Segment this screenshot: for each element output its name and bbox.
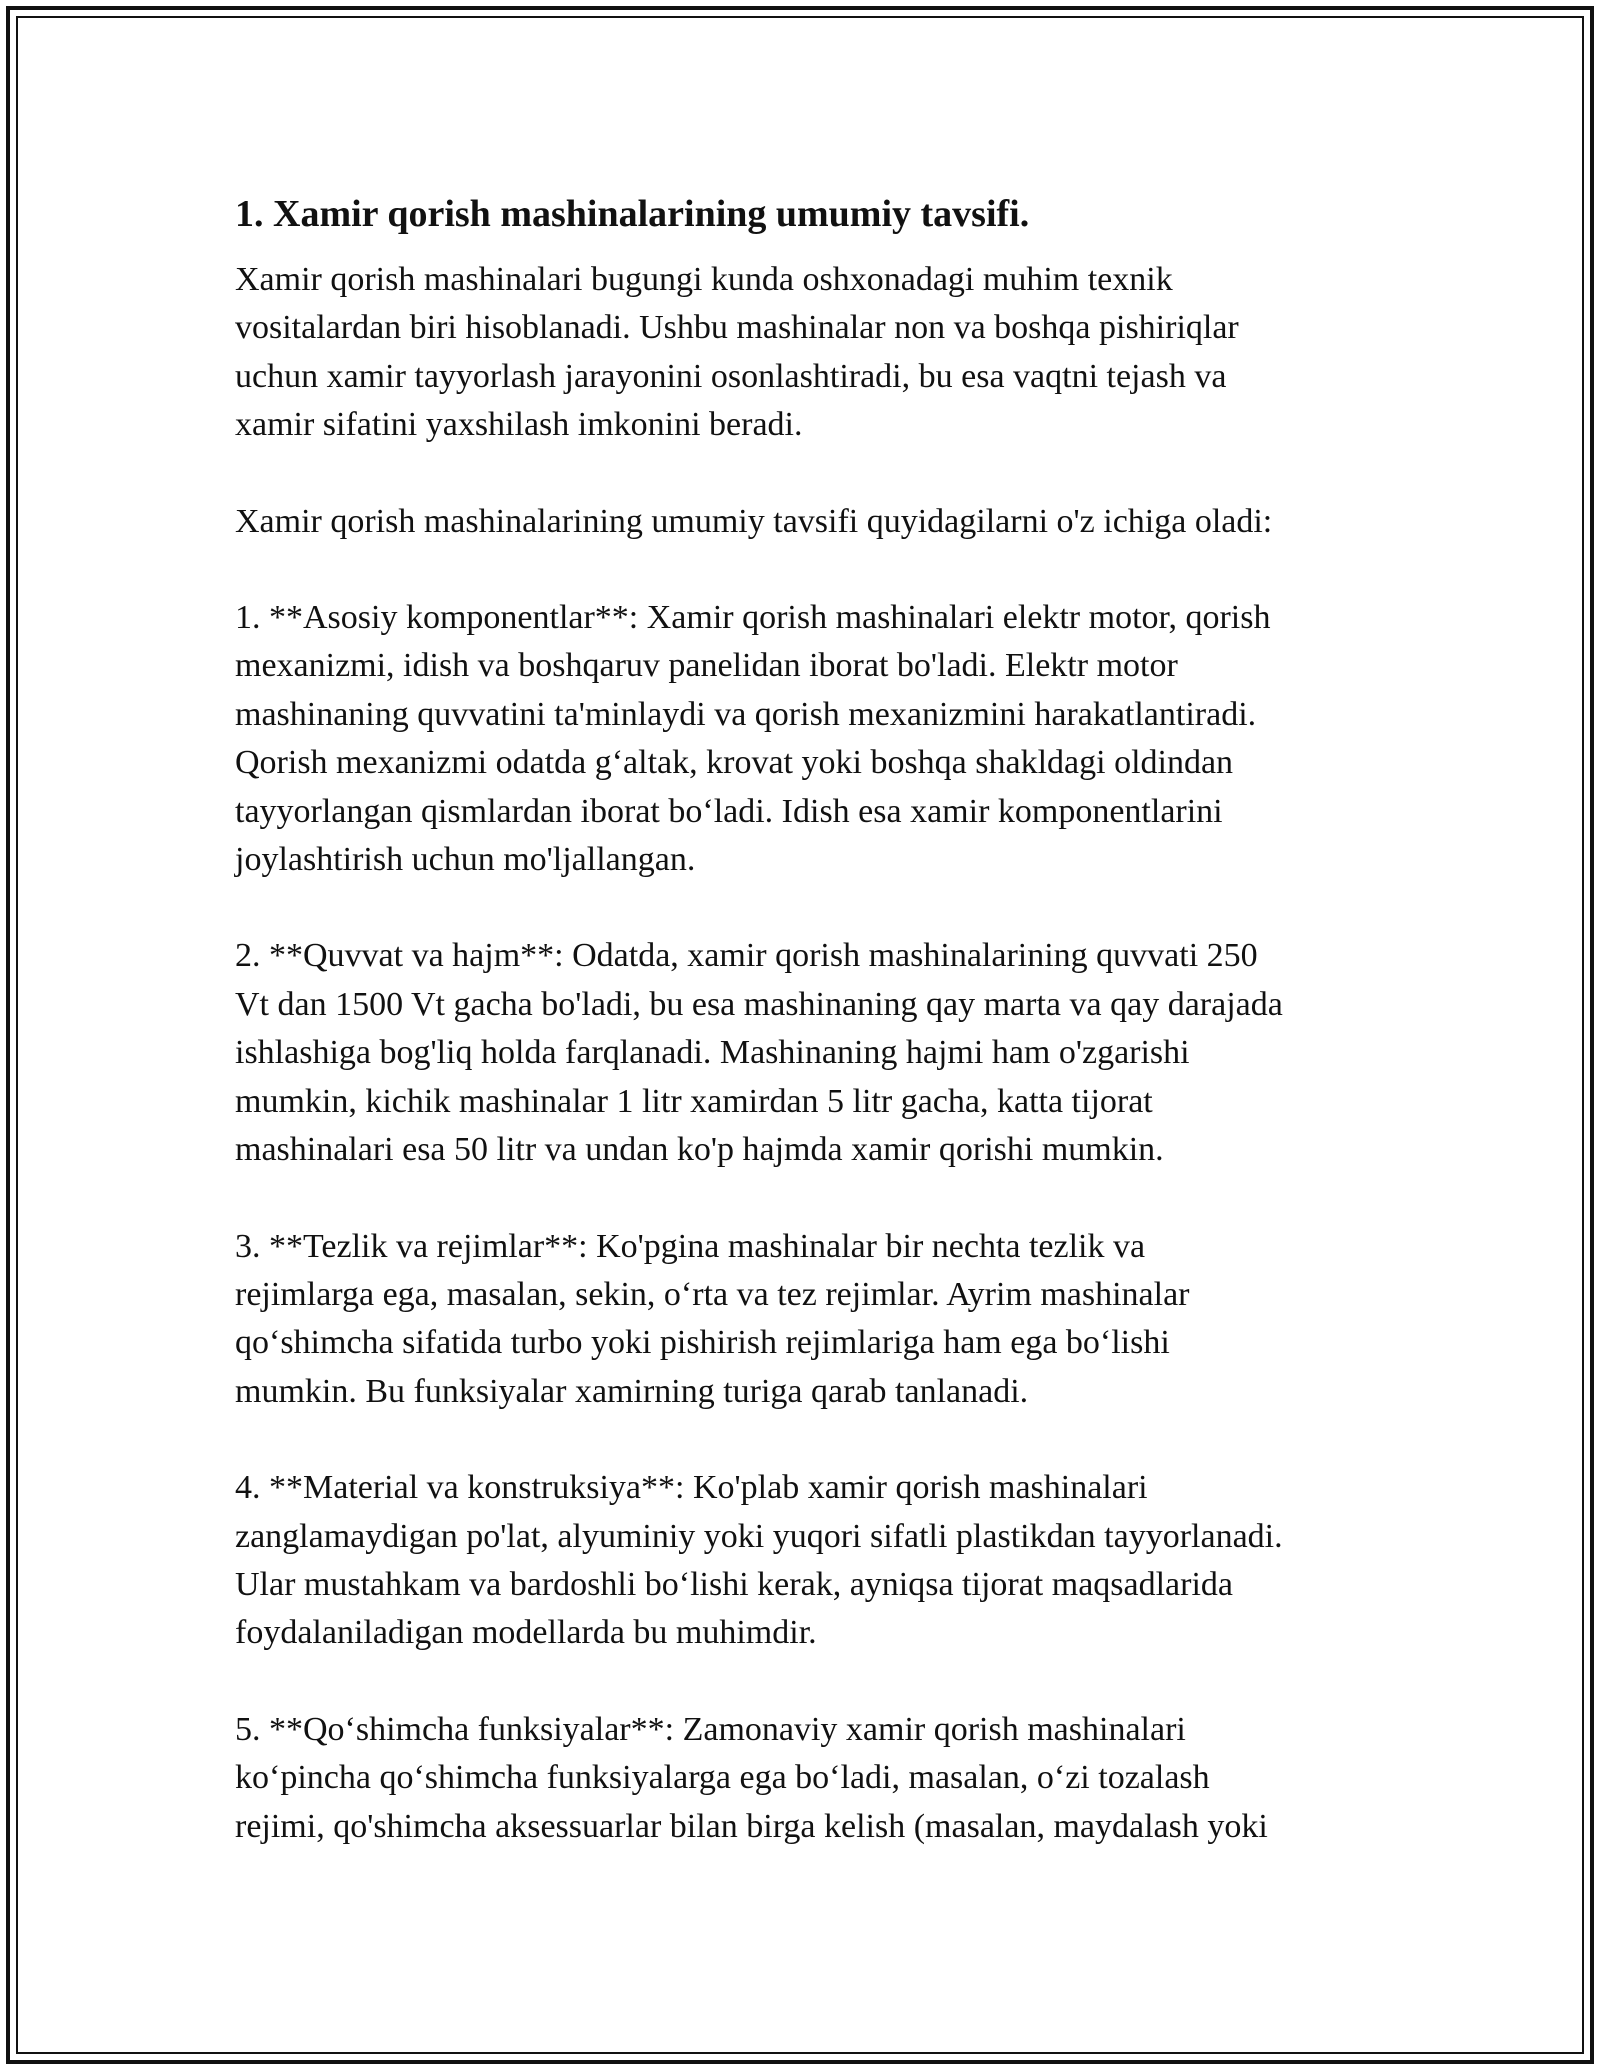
text-line: rejimi, qo'shimcha aksessuarlar bilan birga kelish (masalan, maydalash yoki xyxy=(235,1807,1268,1845)
text-line: rejimlarga ega, masalan, sekin, o‘rta va tez rejimlar. Ayrim mashinalar xyxy=(235,1275,1190,1313)
paragraph xyxy=(235,1223,1385,1417)
text-line: foydalaniladigan modellarda bu muhimdir. xyxy=(235,1614,817,1652)
paragraph xyxy=(235,256,1385,450)
paragraph-list xyxy=(235,256,1385,1851)
paragraph xyxy=(235,932,1385,1174)
text-line: Xamir qorish mashinalari bugungi kunda oshxonadagi muhim texnik xyxy=(235,261,1173,298)
text-line: 1. **Asosiy komponentlar**: Xamir qorish mashinalari elektr motor, qorish xyxy=(235,599,1271,637)
text-line: 2. **Quvvat va hajm**: Odatda, xamir qorish mashinalarining quvvati 250 xyxy=(235,937,1258,975)
text-line: Ular mustahkam va bardoshli bo‘lishi kerak, ayniqsa tijorat maqsadlarida xyxy=(235,1565,1234,1603)
document-heading: 1. Xamir qorish mashinalarining umumiy tavsifi. xyxy=(235,193,1030,235)
text-line: mexanizmi, idish va boshqaruv panelidan iborat bo'ladi. Elektr motor xyxy=(235,647,1178,685)
text-line: 5. **Qo‘shimcha funksiyalar**: Zamonaviy xamir qorish mashinalari xyxy=(235,1710,1186,1748)
paragraph xyxy=(235,1464,1385,1658)
text-line: vositalardan biri hisoblanadi. Ushbu mashinalar non va boshqa pishiriqlar xyxy=(235,309,1239,347)
text-line: zanglamaydigan po'lat, alyuminiy yoki yuqori sifatli plastikdan tayyorlanadi. xyxy=(235,1517,1283,1555)
text-line: mashinalari esa 50 litr va undan ko'p hajmda xamir qorishi mumkin. xyxy=(235,1131,1164,1169)
text-line: Xamir qorish mashinalarining umumiy tavsifi quyidagilarni o'z ichiga oladi: xyxy=(235,502,1273,540)
text-line: Qorish mexanizmi odatda g‘altak, krovat yoki boshqa shakldagi oldindan xyxy=(235,744,1234,782)
text-line: 4. **Material va konstruksiya**: Ko'plab xamir qorish mashinalari xyxy=(235,1469,1148,1507)
text-line: ko‘pincha qo‘shimcha funksiyalarga ega bo‘ladi, masalan, o‘zi tozalash xyxy=(235,1759,1210,1797)
text-line: ishlashiga bog'liq holda farqlanadi. Mashinaning hajmi ham o'zgarishi xyxy=(235,1034,1190,1072)
text-line: tayyorlangan qismlardan iborat bo‘ladi. Idish esa xamir komponentlarini xyxy=(235,792,1223,830)
text-line: xamir sifatini yaxshilash imkonini beradi. xyxy=(235,406,803,444)
text-line: joylashtirish uchun mo'ljallangan. xyxy=(235,841,696,879)
paragraph xyxy=(235,1706,1385,1851)
paragraph xyxy=(235,498,1385,546)
text-line: mumkin. Bu funksiyalar xamirning turiga qarab tanlanadi. xyxy=(235,1372,1029,1410)
text-line: uchun xamir tayyorlash jarayonini osonlashtiradi, bu esa vaqtni tejash va xyxy=(235,357,1227,395)
text-line: mumkin, kichik mashinalar 1 litr xamirdan 5 litr gacha, katta tijorat xyxy=(235,1082,1153,1120)
text-line: mashinaning quvvatini ta'minlaydi va qorish mexanizmini harakatlantiradi. xyxy=(235,695,1257,733)
text-line: Vt dan 1500 Vt gacha bo'ladi, bu esa mashinaning qay marta va qay darajada xyxy=(235,985,1283,1023)
paragraph xyxy=(235,594,1385,884)
document-body xyxy=(235,188,1385,1851)
text-line: 3. **Tezlik va rejimlar**: Ko'pgina mashinalar bir nechta tezlik va xyxy=(235,1227,1146,1265)
text-line: qo‘shimcha sifatida turbo yoki pishirish rejimlariga ham ega bo‘lishi xyxy=(235,1324,1170,1362)
